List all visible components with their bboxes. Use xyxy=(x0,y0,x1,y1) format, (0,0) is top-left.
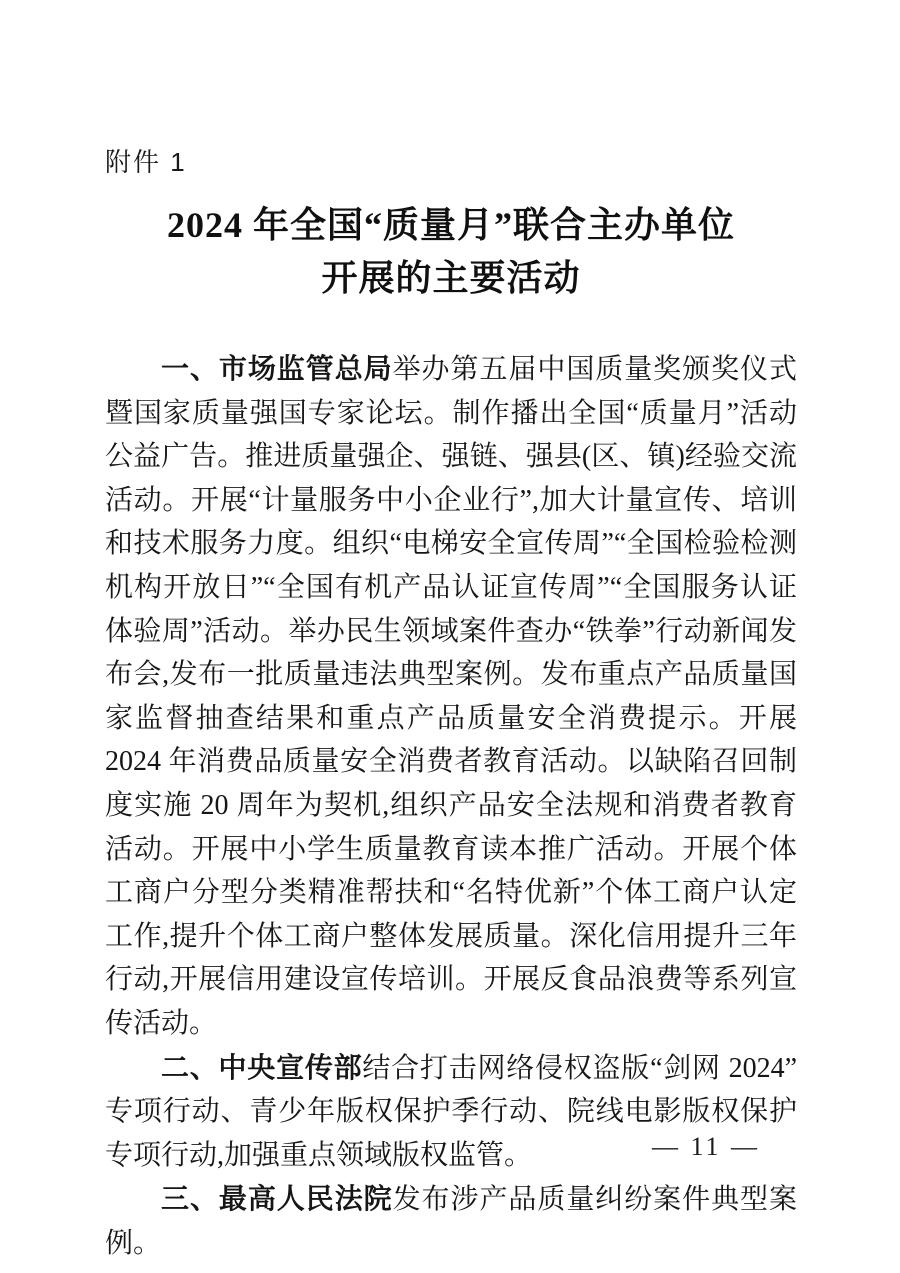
attachment-label: 附件 1 xyxy=(105,147,187,177)
document-title xyxy=(105,199,797,305)
paragraph-3-lead: 三、最高人民法院 xyxy=(161,1183,393,1215)
paragraph-3 xyxy=(105,1177,797,1265)
paragraph-2-text: 结合打击网络侵权盗版“剑网 2024”专项行动、青少年版权保护季行动、院线电影版权保护专项行动,加强重点领域版权监管。 xyxy=(105,1052,797,1171)
paragraph-1 xyxy=(105,347,797,1046)
paragraph-1-text: 举办第五届中国质量奖颁奖仪式暨国家质量强国专家论坛。制作播出全国“质量月”活动公益广告。推进质量强企、强链、强县(区、镇)经验交流活动。开展“计量服务中小企业行”,加大计量宣传、培训和技术服务力度。组织“电梯安全宣传周”“全国检验检测机构开放日”“全国有机产品认证宣传周”“全国服务认证体验周”活动。举办民生领域案件查办“铁拳”行动新闻发布会,发布一批质量违法典型案例。发布重点产品质量国家监督抽查结果和重点产品质量安全消费提示。开展 2024 年消费品质量安全消费者教育活动。以缺陷召回制度实施 20 周年为契机,组织产品安全法规和消费者教育活动。开展中小学生质量教育读本推广活动。开展个体工商户分型分类精准帮扶和“名特优新”个体工商户认定工作,提升个体工商户整体发展质量。深化信用提升三年行动,开展信用建设宣传培训。开展反食品浪费等系列宣传活动。 xyxy=(105,354,797,1039)
paragraph-1-lead: 一、市场监管总局 xyxy=(161,353,393,384)
document-title-line1: 2024 年全国“质量月”联合主办单位 xyxy=(166,205,735,245)
document-body xyxy=(105,347,797,1265)
document-title-line2: 开展的主要活动 xyxy=(321,258,581,298)
document-content xyxy=(105,0,797,1265)
paragraph-3-text: 发布涉产品质量纠纷案件典型案例。 xyxy=(105,1184,797,1259)
paragraph-2-lead: 二、中央宣传部 xyxy=(161,1051,363,1083)
page-number: — 11 — xyxy=(651,1132,760,1161)
